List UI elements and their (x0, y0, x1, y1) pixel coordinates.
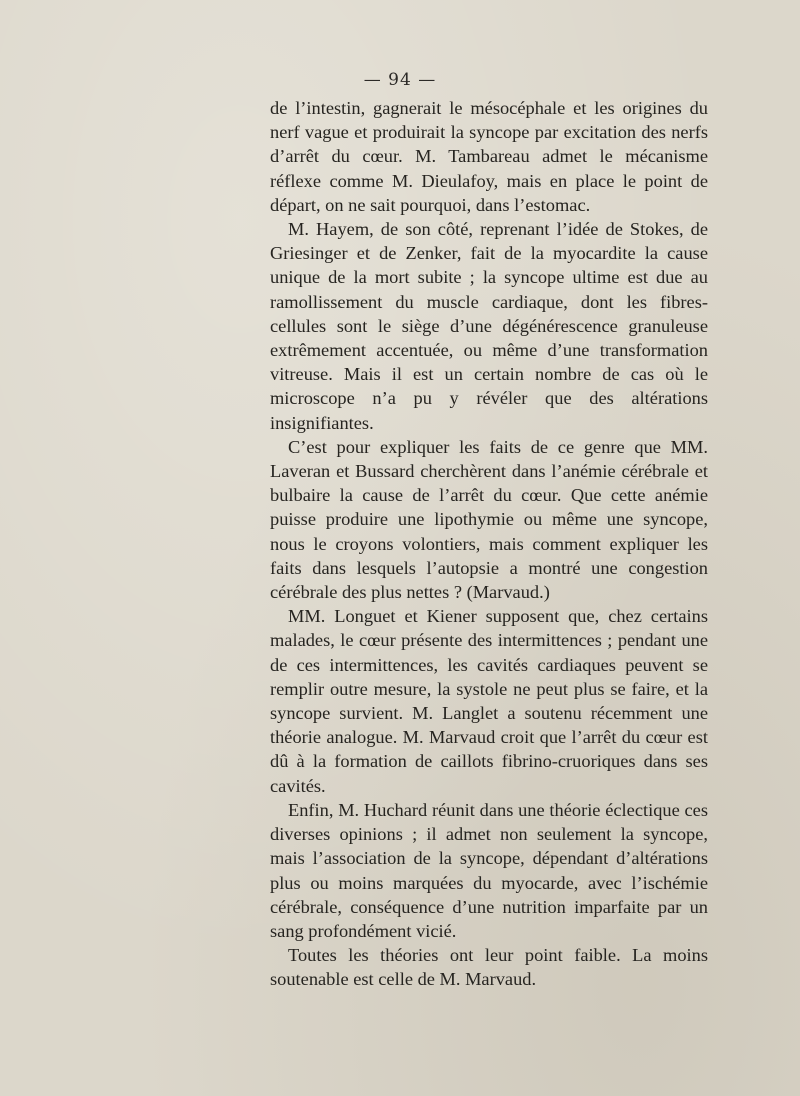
paragraph-huchard: Enfin, M. Huchard réunit dans une théorie éclectique ces diverses opinions ; il admet non seulement la syncope, mais l’association de la syncope, dépendant d’altérations plus ou moins marquées du myocarde, avec l’ischémie cérébrale, conséquence d’une nutrition imparfaite par un sang profondément vicié. (270, 799, 708, 941)
page-number: — 94 — (363, 70, 437, 90)
paragraph-continuation: de l’intestin, gagnerait le mésocéphale et les origines du nerf vague et produirait la syncope par excitation des nerfs d’arrêt du cœur. M. Tambareau admet le mécanisme réflexe comme M. Dieulafoy, mais en place le point de départ, on ne sait pourquoi, dans l’estomac. (270, 98, 708, 215)
paragraph-hayem: M. Hayem, de son côté, reprenant l’idée de Stokes, de Griesinger et de Zenker, fait de la myocardite la cause unique de la mort subite ; la syncope ultime est due au ramollissement du muscle cardiaque, dont les fibres-cellules sont le siège d’une dégénérescence granuleuse extrêmement accentuée, ou même d’une transformation vitreuse. Mais il est un certain nombre de cas où le microscope n’a pu y révéler que des altérations insignifiantes. (270, 219, 708, 433)
paragraph-longuet: MM. Longuet et Kiener supposent que, chez certains malades, le cœur présente des intermittences ; pendant une de ces intermittences, les cavités cardiaques peuvent se remplir outre mesure, la systole ne peut plus se faire, et la syncope survient. M. Langlet a soutenu récemment une théorie analogue. M. Marvaud croit que l’arrêt du cœur est dû à la formation de caillots fibrino-cruoriques dans ses cavités. (270, 606, 708, 796)
paragraph-laveran: C’est pour expliquer les faits de ce genre que MM. Laveran et Bussard cherchèrent dans l’anémie cérébrale et bulbaire la cause de l’arrêt du cœur. Que cette anémie puisse produire une lipothymie ou même une syncope, nous le croyons volontiers, mais comment expliquer les faits dans lesquels l’autopsie a montré une congestion cérébrale des plus nettes ? (Marvaud.) (270, 436, 708, 603)
body-text (270, 96, 708, 992)
paragraph-conclusion: Toutes les théories ont leur point faible. La moins soutenable est celle de M. Marvaud. (270, 945, 708, 990)
